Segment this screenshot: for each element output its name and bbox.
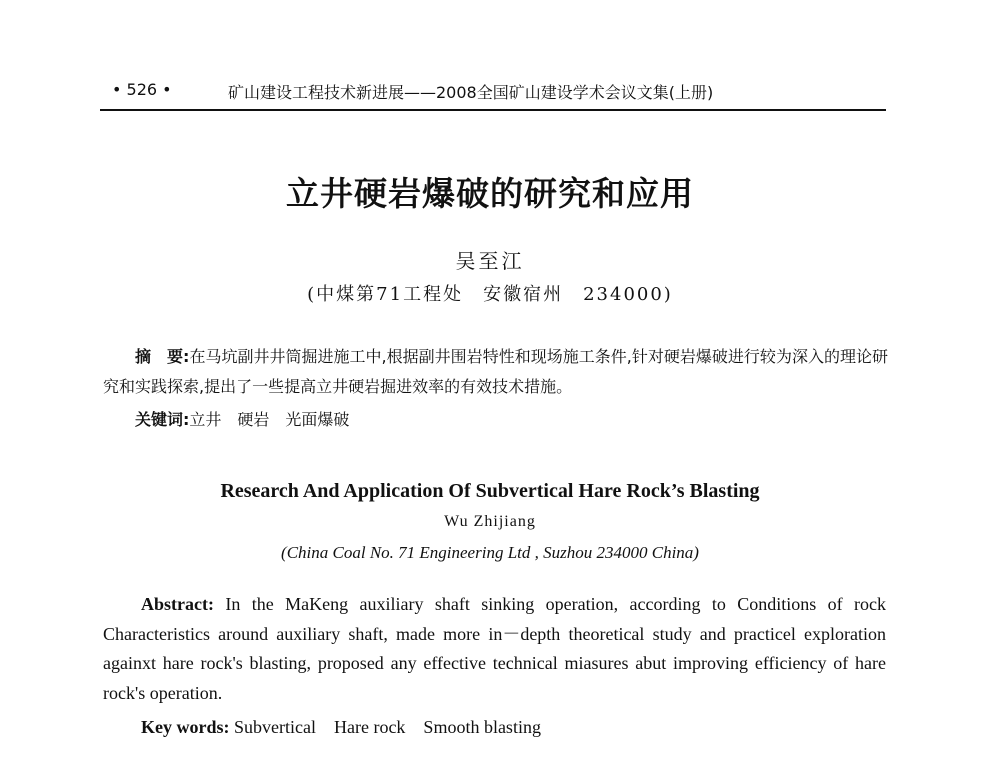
keywords-en bbox=[141, 713, 541, 739]
paper-title: 立井硬岩爆破的研究和应用 bbox=[286, 174, 694, 213]
abstract-en bbox=[103, 590, 886, 709]
keywords-cn-text: 立井 硬岩 光面爆破 bbox=[189, 410, 350, 429]
abstract-en-label: Abstract: bbox=[141, 594, 214, 614]
abstract-cn-text: 在马坑副井井筒掘进施工中,根据副井围岩特性和现场施工条件,针对硬岩爆破进行较为深入的理论研究和实践探索,提出了一些提高立井硬岩掘进效率的有效技术措施。 bbox=[103, 347, 888, 396]
abstract-cn bbox=[103, 342, 888, 402]
abstract-cn-label: 摘 要: bbox=[135, 347, 190, 366]
author: 吴至江 bbox=[455, 249, 525, 273]
affiliation: (中煤第71工程处 安徽宿州 234000) bbox=[307, 284, 673, 305]
english-title: Research And Application Of Subvertical Hare Rock’s Blasting bbox=[220, 480, 760, 502]
header-rule bbox=[100, 109, 886, 111]
keywords-en-text: Subvertical Hare rock Smooth blasting bbox=[229, 717, 541, 737]
english-affiliation: (China Coal No. 71 Engineering Ltd , Suzhou 234000 China) bbox=[281, 543, 699, 562]
abstract-en-text: In the MaKeng auxiliary shaft sinking operation, according to Conditions of rock Characteristics around auxiliary shaft, made more in－depth theoretical study and practicel exploration againxt hare rock's blasting, proposed any effective technical miasures abut improving efficiency of hare rock's operation. bbox=[103, 594, 886, 704]
keywords-en-label: Key words: bbox=[141, 717, 230, 737]
page-number: • 526 • bbox=[112, 80, 172, 99]
keywords-cn-label: 关键词: bbox=[135, 410, 190, 429]
keywords-cn bbox=[135, 405, 920, 435]
english-author: Wu Zhijiang bbox=[444, 513, 536, 530]
running-title: 矿山建设工程技术新进展——2008全国矿山建设学术会议文集(上册) bbox=[228, 83, 714, 102]
